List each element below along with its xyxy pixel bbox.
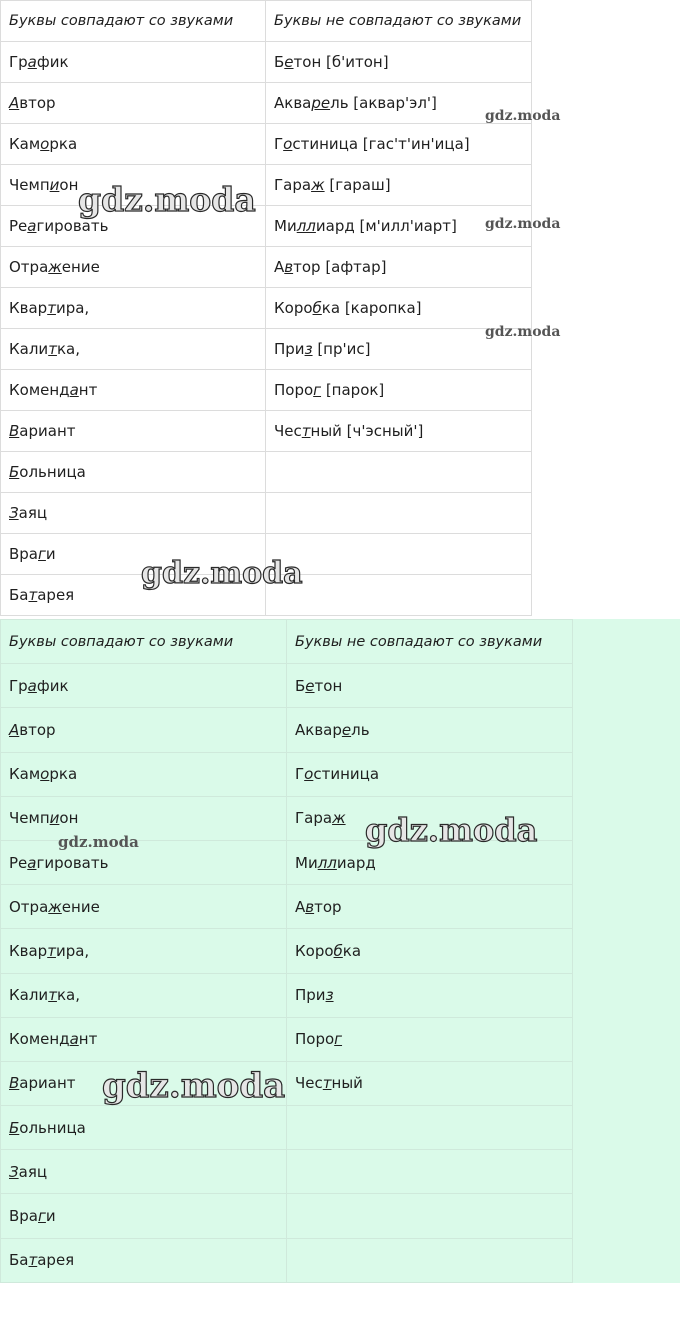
highlighted-letter: т: [28, 586, 38, 604]
word-prefix: Ми: [274, 217, 297, 235]
word-suffix: [гараш]: [324, 176, 391, 194]
word-suffix: ный: [331, 1074, 363, 1093]
word-cell-letters-match: [1, 1150, 287, 1194]
word-suffix: гировать: [36, 853, 109, 872]
word-cell-letters-not-match: [266, 206, 532, 247]
table-row: [1, 329, 532, 370]
table-row: [1, 1106, 573, 1150]
word-suffix: ка: [342, 941, 362, 960]
word-cell-letters-not-match: [287, 1017, 573, 1061]
word-prefix: Гр: [9, 53, 28, 71]
highlighted-letter: о: [283, 135, 293, 153]
word-suffix: втор: [19, 720, 56, 739]
highlighted-letter: г: [38, 1207, 46, 1226]
word-suffix: тон [б'итон]: [293, 53, 389, 71]
highlighted-letter: В: [9, 422, 20, 440]
word-cell-letters-match: [1, 247, 266, 288]
word-suffix: ира,: [55, 941, 90, 960]
table-row: [1, 752, 573, 796]
word-cell-letters-not-match: [266, 124, 532, 165]
table-row: [1, 1194, 573, 1238]
word-suffix: фик: [36, 53, 69, 71]
phonetic-table-with-transcription: [0, 0, 532, 616]
word-prefix: При: [295, 986, 326, 1005]
highlighted-letter: ж: [48, 897, 62, 916]
word-cell-letters-not-match: [266, 452, 532, 493]
highlighted-letter: ж: [332, 809, 346, 828]
highlighted-letter: ж: [48, 258, 62, 276]
header-letters-not-match: Буквы не совпадают со звуками: [266, 1, 532, 42]
table-row: [1, 840, 573, 884]
word-cell-letters-match: [1, 1238, 287, 1282]
highlighted-letter: А: [9, 94, 20, 112]
word-prefix: При: [274, 340, 305, 358]
word-suffix: [пр'ис]: [312, 340, 371, 358]
word-prefix: А: [295, 897, 306, 916]
watermark-logo: gdz.moda: [485, 216, 561, 232]
word-cell-letters-match: [1, 411, 266, 452]
word-cell-letters-match: [1, 206, 266, 247]
header-letters-match: Буквы совпадают со звуками: [1, 620, 287, 664]
highlighted-letter: о: [40, 765, 50, 784]
word-cell-letters-match: [1, 885, 287, 929]
table-row: [1, 411, 532, 452]
word-prefix: Г: [274, 135, 284, 153]
highlighted-letter: Б: [9, 463, 20, 481]
word-cell-letters-match: [1, 1017, 287, 1061]
word-suffix: арея: [37, 1251, 75, 1270]
highlighted-letter: лл: [296, 217, 316, 235]
table-row: [1, 1150, 573, 1194]
word-cell-letters-not-match: [266, 165, 532, 206]
table-row: [1, 493, 532, 534]
word-suffix: ка,: [56, 340, 80, 358]
word-prefix: Коро: [295, 941, 334, 960]
highlighted-letter: З: [9, 504, 19, 522]
highlighted-letter: ре: [311, 94, 331, 112]
word-prefix: Кам: [9, 135, 41, 153]
word-suffix: иард [м'илл'иарт]: [315, 217, 457, 235]
table-header-row: [1, 620, 573, 664]
word-cell-letters-match: [1, 42, 266, 83]
word-cell-letters-not-match: [287, 708, 573, 752]
word-cell-letters-match: [1, 840, 287, 884]
word-suffix: втор: [19, 94, 56, 112]
watermark-logo: gdz.moda: [102, 1066, 286, 1106]
word-prefix: Ми: [295, 853, 318, 872]
word-suffix: он: [59, 809, 79, 828]
table-row: [1, 42, 532, 83]
table-row: [1, 796, 573, 840]
table-row: [1, 973, 573, 1017]
word-prefix: Гара: [295, 809, 333, 828]
highlighted-letter: лл: [317, 853, 337, 872]
word-suffix: ольница: [19, 463, 86, 481]
word-prefix: Чес: [274, 422, 302, 440]
word-cell-letters-not-match: [287, 929, 573, 973]
highlighted-letter: и: [49, 809, 60, 828]
word-suffix: ольница: [19, 1118, 86, 1137]
word-cell-letters-match: [1, 288, 266, 329]
word-prefix: Коро: [274, 299, 313, 317]
highlighted-letter: В: [9, 1074, 20, 1093]
highlighted-letter: е: [305, 676, 315, 695]
word-suffix: фик: [36, 676, 69, 695]
highlighted-letter: в: [305, 897, 315, 916]
word-prefix: Ба: [9, 1251, 29, 1270]
word-prefix: Поро: [295, 1030, 335, 1049]
word-prefix: Отра: [9, 258, 49, 276]
word-cell-letters-match: [1, 708, 287, 752]
word-suffix: и: [45, 545, 56, 563]
word-prefix: Кам: [9, 765, 41, 784]
table-row: [1, 288, 532, 329]
highlighted-letter: З: [9, 1162, 19, 1181]
watermark-logo: gdz.moda: [58, 833, 139, 851]
word-suffix: ка [каропка]: [321, 299, 422, 317]
highlighted-letter: а: [69, 381, 79, 399]
word-suffix: ка,: [56, 986, 80, 1005]
word-suffix: он: [59, 176, 79, 194]
word-suffix: тон: [314, 676, 343, 695]
word-prefix: Ба: [9, 586, 29, 604]
word-cell-letters-match: [1, 664, 287, 708]
highlighted-letter: т: [301, 422, 311, 440]
word-cell-letters-not-match: [287, 973, 573, 1017]
word-prefix: Поро: [274, 381, 314, 399]
word-cell-letters-not-match: [266, 247, 532, 288]
word-suffix: иард: [336, 853, 376, 872]
word-suffix: ный [ч'эсный']: [310, 422, 424, 440]
word-cell-letters-match: [1, 1106, 287, 1150]
word-cell-letters-not-match: [266, 83, 532, 124]
word-suffix: аяц: [18, 1162, 48, 1181]
highlighted-letter: а: [27, 217, 37, 235]
word-prefix: Квар: [9, 299, 48, 317]
highlighted-letter: о: [304, 765, 314, 784]
word-suffix: стиница [гас'т'ин'ица]: [292, 135, 470, 153]
table-row: [1, 1061, 573, 1105]
table-row: [1, 370, 532, 411]
word-cell-letters-match: [1, 124, 266, 165]
highlighted-letter: б: [333, 941, 343, 960]
word-suffix: ль [аквар'эл']: [330, 94, 437, 112]
word-suffix: [парок]: [321, 381, 385, 399]
watermark-logo: gdz.moda: [141, 556, 303, 591]
word-suffix: ение: [61, 897, 100, 916]
word-prefix: Коменд: [9, 1030, 70, 1049]
word-cell-letters-not-match: [287, 752, 573, 796]
word-prefix: Квар: [9, 941, 48, 960]
highlighted-letter: а: [27, 853, 37, 872]
table-row: [1, 534, 532, 575]
word-suffix: аяц: [18, 504, 48, 522]
highlighted-letter: в: [284, 258, 294, 276]
table-row: [1, 929, 573, 973]
word-cell-letters-match: [1, 796, 287, 840]
table-row: [1, 885, 573, 929]
word-prefix: Чемп: [9, 809, 50, 828]
word-cell-letters-not-match: [266, 493, 532, 534]
word-suffix: тор: [314, 897, 342, 916]
highlighted-letter: о: [40, 135, 50, 153]
highlighted-letter: г: [334, 1030, 343, 1049]
word-prefix: Ре: [9, 217, 28, 235]
word-prefix: Вра: [9, 545, 39, 563]
watermark-logo: gdz.moda: [485, 324, 561, 340]
word-suffix: рка: [49, 765, 78, 784]
highlighted-letter: е: [341, 720, 352, 739]
word-suffix: ение: [61, 258, 100, 276]
highlighted-letter: з: [325, 986, 334, 1005]
table-row: [1, 165, 532, 206]
table-row: [1, 1238, 573, 1282]
table-row: [1, 575, 532, 616]
word-prefix: Гр: [9, 676, 28, 695]
table-row: [1, 206, 532, 247]
highlighted-letter: т: [47, 941, 56, 960]
word-suffix: рка: [49, 135, 78, 153]
word-suffix: тор [афтар]: [293, 258, 387, 276]
highlighted-letter: ж: [311, 176, 325, 194]
word-cell-letters-match: [1, 1194, 287, 1238]
table-row: [1, 664, 573, 708]
word-prefix: Аквар: [295, 720, 342, 739]
word-cell-letters-match: [1, 452, 266, 493]
word-prefix: Б: [274, 53, 285, 71]
word-suffix: гировать: [36, 217, 109, 235]
word-prefix: Аква: [274, 94, 312, 112]
word-cell-letters-not-match: [287, 1194, 573, 1238]
word-cell-letters-not-match: [287, 1238, 573, 1282]
word-cell-letters-not-match: [266, 411, 532, 452]
word-cell-letters-not-match: [287, 1150, 573, 1194]
highlighted-letter: т: [47, 299, 56, 317]
highlighted-letter: а: [27, 676, 37, 695]
word-cell-letters-match: [1, 973, 287, 1017]
table-row: [1, 247, 532, 288]
word-prefix: Г: [295, 765, 305, 784]
word-cell-letters-match: [1, 370, 266, 411]
word-cell-letters-match: [1, 929, 287, 973]
word-cell-letters-not-match: [266, 288, 532, 329]
word-cell-letters-not-match: [266, 370, 532, 411]
word-prefix: Коменд: [9, 381, 70, 399]
word-prefix: А: [274, 258, 285, 276]
highlighted-letter: А: [9, 720, 20, 739]
watermark-logo: gdz.moda: [485, 108, 561, 124]
phonetic-table-words-only: [0, 619, 573, 1283]
word-cell-letters-not-match: [287, 840, 573, 884]
word-cell-letters-not-match: [266, 42, 532, 83]
word-cell-letters-match: [1, 1061, 287, 1105]
word-cell-letters-not-match: [266, 534, 532, 575]
highlighted-letter: Б: [9, 1118, 20, 1137]
table-header-row: [1, 1, 532, 42]
highlighted-letter: е: [284, 53, 294, 71]
highlighted-letter: з: [304, 340, 313, 358]
word-cell-letters-match: [1, 493, 266, 534]
word-suffix: ль: [351, 720, 370, 739]
highlighted-letter: т: [28, 1251, 38, 1270]
word-prefix: Чес: [295, 1074, 323, 1093]
header-letters-not-match: Буквы не совпадают со звуками: [287, 620, 573, 664]
highlighted-letter: т: [48, 986, 57, 1005]
highlighted-letter: г: [38, 545, 46, 563]
word-prefix: Гара: [274, 176, 312, 194]
highlighted-letter: а: [27, 53, 37, 71]
header-letters-match: Буквы совпадают со звуками: [1, 1, 266, 42]
word-suffix: арея: [37, 586, 75, 604]
watermark-logo: gdz.moda: [365, 811, 538, 849]
word-suffix: ира,: [55, 299, 90, 317]
word-prefix: Отра: [9, 897, 49, 916]
watermark-logo: gdz.moda: [78, 180, 256, 219]
table-row: [1, 708, 573, 752]
word-cell-letters-match: [1, 83, 266, 124]
word-prefix: Б: [295, 676, 306, 695]
word-cell-letters-not-match: [287, 1061, 573, 1105]
word-cell-letters-match: [1, 534, 266, 575]
word-prefix: Чемп: [9, 176, 50, 194]
word-cell-letters-match: [1, 165, 266, 206]
word-suffix: ариант: [19, 422, 76, 440]
word-cell-letters-not-match: [287, 796, 573, 840]
highlighted-letter: а: [69, 1030, 79, 1049]
word-prefix: Кали: [9, 340, 49, 358]
highlighted-letter: т: [322, 1074, 332, 1093]
word-suffix: стиница: [313, 765, 380, 784]
table-row: [1, 1017, 573, 1061]
highlighted-letter: и: [49, 176, 60, 194]
word-suffix: нт: [78, 1030, 98, 1049]
word-cell-letters-not-match: [266, 575, 532, 616]
word-cell-letters-match: [1, 575, 266, 616]
word-suffix: и: [45, 1207, 56, 1226]
word-suffix: ариант: [19, 1074, 76, 1093]
word-prefix: Ре: [9, 853, 28, 872]
word-cell-letters-match: [1, 752, 287, 796]
table-row: [1, 83, 532, 124]
word-cell-letters-match: [1, 329, 266, 370]
highlighted-letter: б: [312, 299, 322, 317]
word-cell-letters-not-match: [287, 1106, 573, 1150]
word-prefix: Вра: [9, 1207, 39, 1226]
table-row: [1, 124, 532, 165]
word-suffix: нт: [78, 381, 98, 399]
highlighted-letter: г: [313, 381, 322, 399]
word-cell-letters-not-match: [266, 329, 532, 370]
table-row: [1, 452, 532, 493]
word-cell-letters-not-match: [287, 885, 573, 929]
highlighted-letter: т: [48, 340, 57, 358]
word-prefix: Кали: [9, 986, 49, 1005]
word-cell-letters-not-match: [287, 664, 573, 708]
